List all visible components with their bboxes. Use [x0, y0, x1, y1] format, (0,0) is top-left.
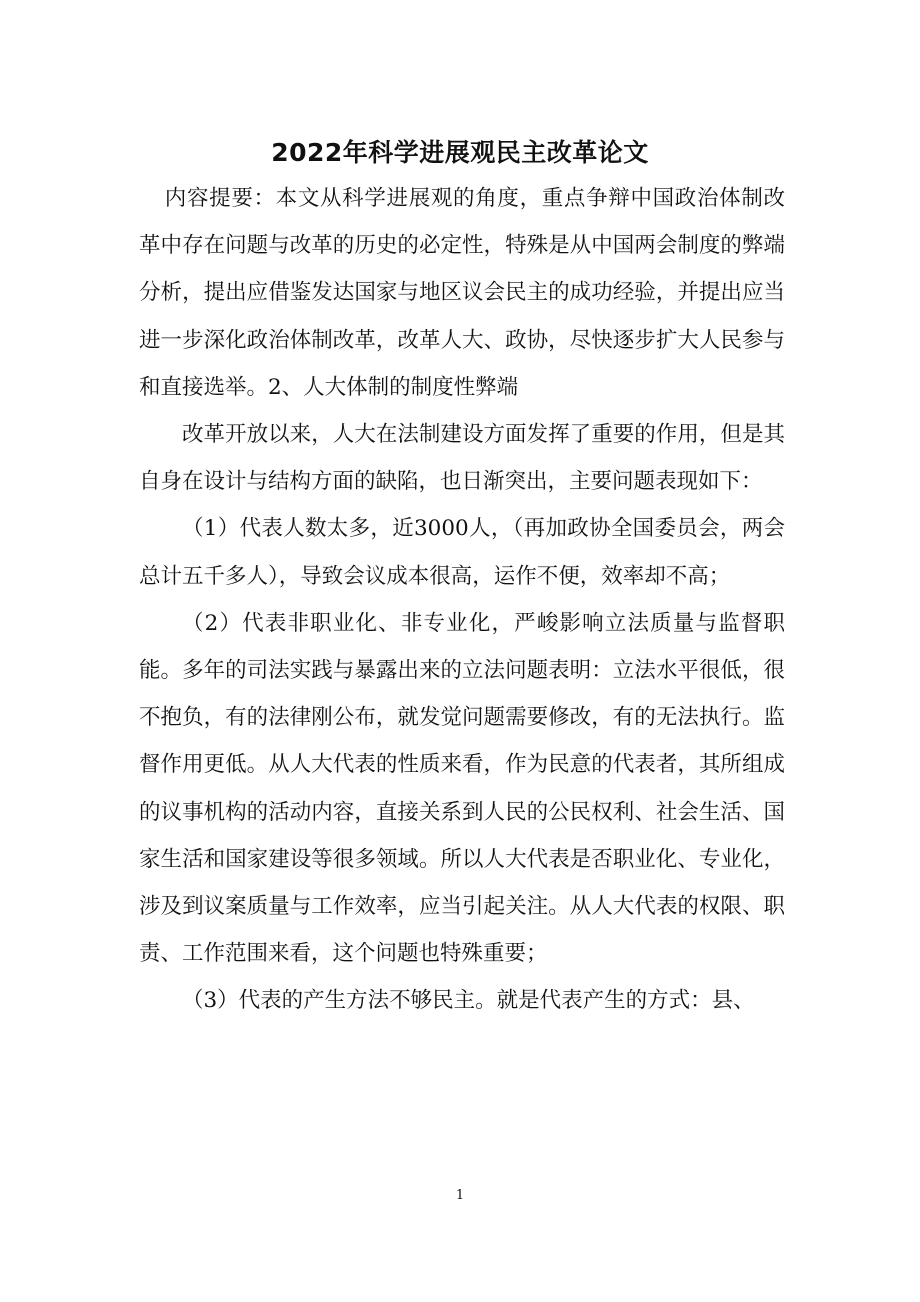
body-paragraph-intro: 改革开放以来，人大在法制建设方面发挥了重要的作用，但是其自身在设计与结构方面的缺陷，也日渐突出，主要问题表现如下： [139, 422, 785, 495]
summary-paragraph: 内容提要：本文从科学进展观的角度，重点争辩中国政治体制改革中存在问题与改革的历史的必定性，特殊是从中国两会制度的弊端分析，提出应借鉴发达国家与地区议会民主的成功经验，并提出应当进一步深化政治体制改革，改革人大、政协，尽快逐步扩大人民参与和直接选举。2、人大体制的制度性弊端 [139, 186, 785, 400]
document-title: 2022年科学进展观民主改革论文 [271, 137, 649, 167]
body-paragraph-item-1: （1）代表人数太多，近3000人，（再加政协全国委员会，两会总计五千多人），导致会议成本很高，运作不便，效率却不高； [139, 516, 785, 589]
page-number: 1 [455, 1188, 465, 1203]
body-paragraph-item-3: （3）代表的产生方法不够民主。就是代表产生的方式：县、 [182, 988, 755, 1014]
body-paragraph-item-2: （2）代表非职业化、非专业化，严峻影响立法质量与监督职能。多年的司法实践与暴露出来的立法问题表明：立法水平很低，很不抱负，有的法律刚公布，就发觉问题需要修改，有的无法执行。监督作用更低。从人大代表的性质来看，作为民意的代表者，其所组成的议事机构的活动内容，直接关系到人民的公民权利、社会生活、国家生活和国家建设等很多领域。所以人大代表是否职业化、专业化，涉及到议案质量与工作效率，应当引起关注。从人大代表的权限、职责、工作范围来看，这个问题也特殊重要； [139, 610, 785, 967]
document-body [139, 175, 785, 1025]
